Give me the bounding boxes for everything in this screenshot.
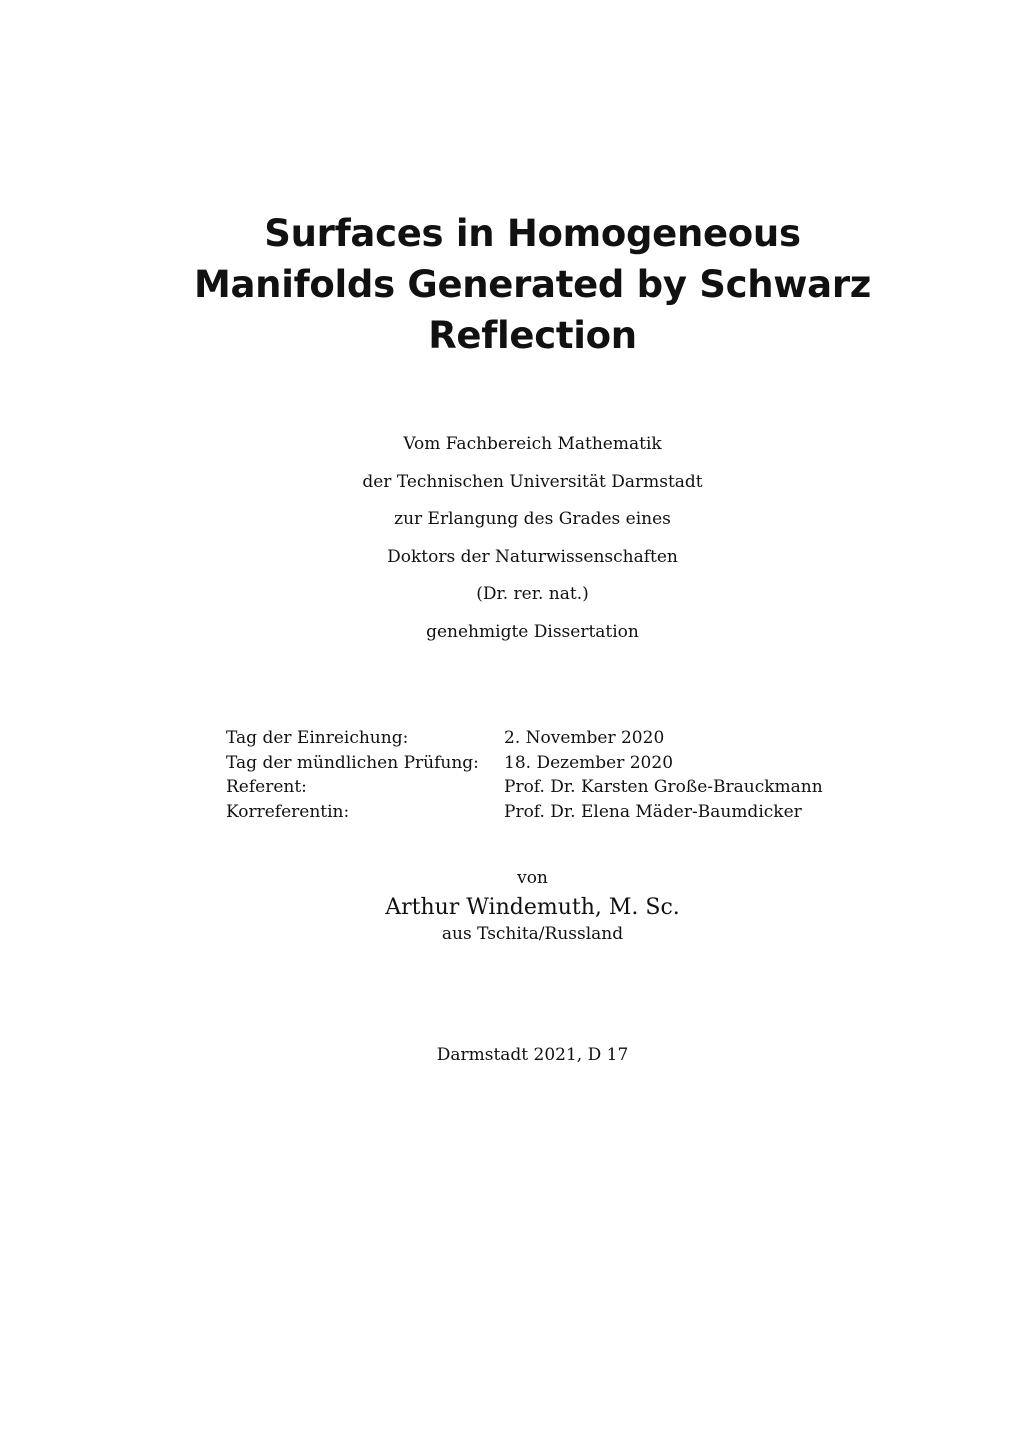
- thesis-title: [0, 208, 1020, 361]
- dates-value: 18. Dezember 2020: [504, 752, 674, 773]
- faculty-line: Vom Fachbereich Mathematik: [403, 434, 662, 454]
- dates-row: [226, 800, 823, 825]
- thesis-title-line: Manifolds Generated by Schwarz: [194, 263, 871, 306]
- dates-value: 2. November 2020: [504, 728, 665, 748]
- von-label: von: [517, 868, 548, 888]
- author-origin: aus Tschita/Russland: [441, 924, 624, 944]
- dates-label: Korreferentin:: [226, 801, 350, 822]
- place-and-year: Darmstadt 2021, D 17: [436, 1045, 629, 1065]
- dates-label: Referent:: [226, 777, 307, 797]
- dates-value: Prof. Dr. Elena Mäder-Baumdicker: [504, 801, 802, 822]
- faculty-line: (Dr. rer. nat.): [476, 584, 589, 605]
- faculty-line: Doktors der Naturwissenschaften: [387, 546, 678, 567]
- author-name: Arthur Windemuth, M. Sc.: [385, 895, 680, 920]
- dates-row: [226, 751, 823, 776]
- dates-row: [226, 726, 823, 751]
- faculty-line: zur Erlangung des Grades eines: [394, 509, 671, 530]
- dates-row: [226, 775, 823, 800]
- faculty-line: genehmigte Dissertation: [426, 621, 639, 642]
- faculty-line: der Technischen Universität Darmstadt: [362, 471, 703, 492]
- thesis-title-line: Reflection: [428, 314, 637, 357]
- dates-table: [226, 726, 823, 824]
- dates-label: Tag der Einreichung:: [226, 728, 409, 748]
- faculty-statement: [0, 426, 1020, 652]
- dates-label: Tag der mündlichen Prüfung:: [226, 752, 479, 773]
- dates-value: Prof. Dr. Karsten Große-Brauckmann: [504, 777, 823, 797]
- thesis-title-line: Surfaces in Homogeneous: [264, 212, 801, 255]
